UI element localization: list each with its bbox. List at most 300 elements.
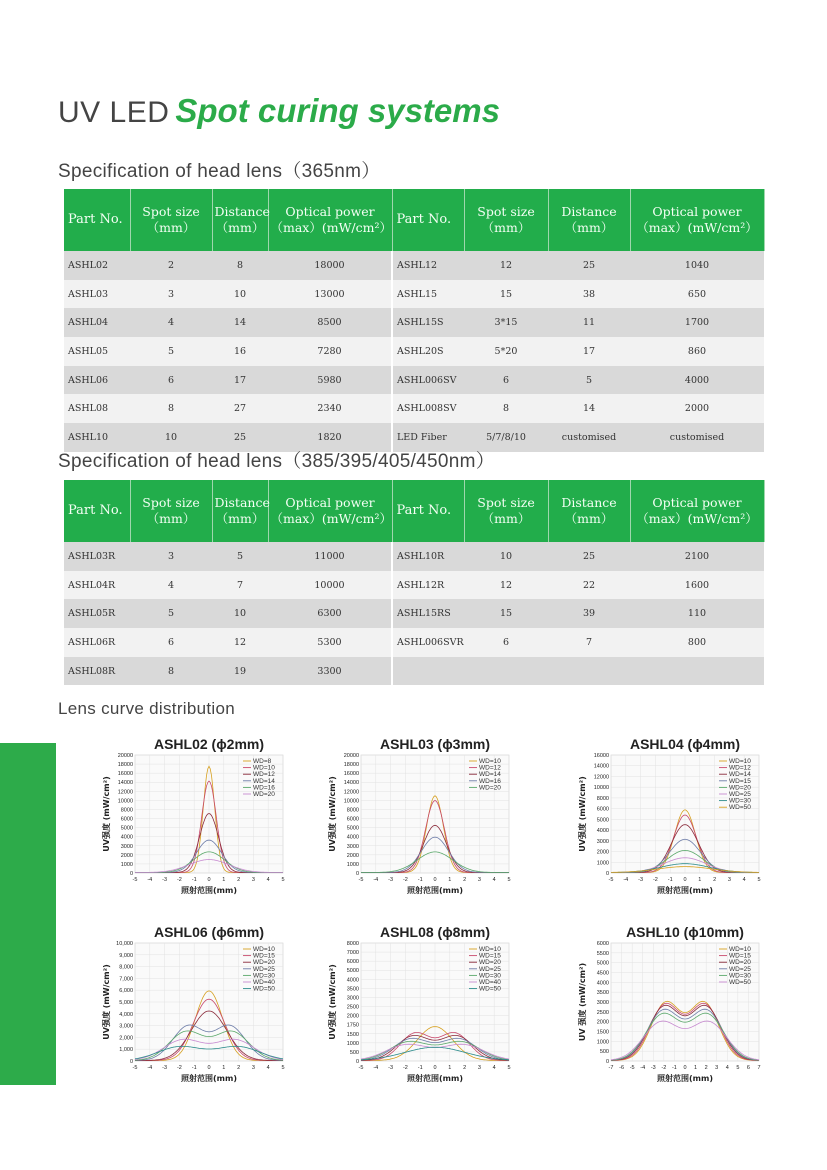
part-number-cell: ASHL06R — [64, 628, 130, 657]
part-number-cell: ASHL10R — [392, 542, 464, 571]
header-text: （max）(mW/cm²） — [270, 511, 393, 526]
y-tick-label: 16000 — [593, 753, 609, 759]
x-tick-label: 2 — [463, 877, 467, 883]
table-cell: 10 — [464, 542, 548, 571]
y-tick-label: 0 — [355, 1059, 359, 1065]
y-tick-label: 3500 — [596, 990, 609, 997]
header-text: Part No. — [68, 503, 123, 518]
y-tick-label: 12000 — [593, 774, 609, 781]
legend-entry: WD=30 — [729, 797, 751, 805]
legend-entry: WD=50 — [479, 985, 501, 993]
x-tick-label: -5 — [358, 1065, 364, 1071]
table1-title: Specification of head lens（365nm） — [58, 161, 381, 182]
y-tick-label: 1000 — [120, 861, 133, 868]
table-row — [64, 657, 764, 686]
y-tick-label: 5,000 — [119, 1000, 133, 1006]
lens-curve-chart — [316, 733, 516, 903]
table-cell: 39 — [548, 599, 630, 628]
part-number-cell: ASHL12R — [392, 571, 464, 600]
legend-entry: WD=12 — [253, 771, 275, 779]
legend-entry: WD=20 — [729, 784, 751, 792]
y-tick-label: 1,000 — [119, 1047, 133, 1054]
x-tick-label: -4 — [373, 877, 379, 883]
column-header — [630, 480, 764, 542]
y-axis-label: UV强度 (mW/cm²) — [328, 776, 337, 852]
header-text: Spot size — [477, 204, 535, 219]
legend-entry: WD=20 — [253, 791, 275, 798]
table-cell: 2 — [130, 251, 212, 280]
table-cell: 19 — [212, 657, 268, 686]
part-number-cell: ASHL04 — [64, 308, 130, 337]
table-cell: 17 — [212, 366, 268, 395]
y-tick-label: 6000 — [596, 806, 609, 813]
legend-entry: WD=30 — [479, 972, 501, 980]
x-axis-label: 照射范围(mm) — [407, 886, 463, 895]
chart-title: ASHL02 (ϕ2mm) — [153, 736, 265, 752]
table-cell: 11 — [548, 308, 630, 337]
x-tick-label: 0 — [683, 1065, 687, 1071]
x-tick-label: -4 — [147, 877, 153, 883]
y-axis-label: UV强度 (mW/cm²) — [102, 964, 111, 1040]
y-tick-label: 16000 — [117, 771, 133, 778]
y-tick-label: 5500 — [596, 950, 609, 957]
y-tick-label: 10000 — [117, 798, 133, 805]
chart-svg — [90, 733, 290, 903]
x-tick-label: -2 — [652, 877, 658, 883]
y-tick-label: 5000 — [120, 825, 133, 832]
header-text: Optical power — [285, 495, 375, 510]
y-tick-label: 3000 — [596, 838, 609, 845]
chart-title: ASHL08 (ϕ8mm) — [379, 924, 491, 940]
part-number-cell: ASHL20S — [392, 337, 464, 366]
part-number-cell: ASHL03 — [64, 280, 130, 309]
table-cell: 860 — [630, 337, 764, 366]
y-tick-label: 3000 — [346, 995, 359, 1002]
x-tick-label: 2 — [713, 877, 717, 883]
legend-entry: WD=15 — [253, 952, 275, 960]
table-cell: 5300 — [268, 628, 392, 657]
y-tick-label: 20000 — [117, 753, 133, 759]
part-number-cell: ASHL05R — [64, 599, 130, 628]
legend-entry: WD=50 — [729, 804, 751, 812]
y-tick-label: 7000 — [346, 950, 359, 957]
table-cell: 15 — [464, 280, 548, 309]
legend-entry: WD=16 — [253, 784, 275, 792]
x-tick-label: -1 — [191, 877, 197, 883]
table-cell: 2000 — [630, 394, 764, 423]
y-tick-label: 12000 — [117, 789, 133, 796]
y-tick-label: 8000 — [596, 795, 609, 802]
y-tick-label: 8000 — [346, 941, 359, 947]
table-cell: 3*15 — [464, 308, 548, 337]
column-header — [392, 189, 464, 251]
title-plain: UV LED — [58, 96, 170, 129]
lens-curve-chart — [316, 921, 516, 1091]
chart-svg — [316, 921, 516, 1091]
y-tick-label: 2500 — [346, 1004, 359, 1011]
legend-entry: WD=20 — [479, 784, 501, 792]
table-cell: 5 — [212, 542, 268, 571]
x-tick-label: -2 — [176, 877, 182, 883]
x-tick-label: 5 — [757, 877, 761, 883]
lens-curve-chart — [90, 921, 290, 1091]
x-tick-label: 1 — [694, 1065, 698, 1071]
header-text: Spot size — [142, 204, 200, 219]
x-tick-label: -5 — [608, 877, 614, 883]
table-cell: 5980 — [268, 366, 392, 395]
table-cell: 6 — [130, 628, 212, 657]
chart-svg — [566, 921, 766, 1091]
table-cell: customised — [548, 423, 630, 452]
table-row — [64, 571, 764, 600]
y-tick-label: 4,000 — [119, 1011, 133, 1018]
table-row — [64, 280, 764, 309]
y-tick-label: 5000 — [346, 968, 359, 975]
x-tick-label: 3 — [727, 877, 731, 883]
table-cell: 5 — [548, 366, 630, 395]
header-text: Part No. — [396, 212, 452, 227]
table-cell: 14 — [548, 394, 630, 423]
y-axis-label: UV强度 (mW/cm²) — [578, 776, 587, 852]
part-number-cell: ASHL008SV — [392, 394, 464, 423]
x-tick-label: 0 — [207, 877, 211, 883]
table-row — [64, 628, 764, 657]
table2-title: Specification of head lens（385/395/405/450nm） — [58, 451, 496, 472]
header-text: （mm） — [146, 220, 196, 235]
y-tick-label: 8,000 — [119, 964, 133, 971]
table-row — [64, 366, 764, 395]
table-cell: 13000 — [268, 280, 392, 309]
table-cell: 5/7/8/10 — [464, 423, 548, 452]
y-axis-label: UV强度 (mW/cm²) — [102, 776, 111, 852]
x-axis-label: 照射范围(mm) — [657, 1074, 713, 1083]
column-header — [464, 189, 548, 251]
header-text: Optical power — [285, 204, 375, 219]
header-text: （max）(mW/cm²） — [636, 220, 758, 235]
y-tick-label: 6000 — [346, 959, 359, 966]
x-tick-label: -5 — [629, 1065, 635, 1071]
column-header — [268, 480, 392, 542]
part-number-cell: ASHL12 — [392, 251, 464, 280]
chart-svg — [90, 921, 290, 1091]
legend-entry: WD=10 — [253, 946, 275, 953]
column-header — [64, 189, 130, 251]
y-tick-label: 14000 — [343, 780, 359, 787]
column-header — [130, 480, 212, 542]
legend-entry: WD=40 — [253, 979, 275, 986]
y-tick-label: 500 — [349, 1049, 359, 1056]
chart-title: ASHL06 (ϕ6mm) — [153, 924, 265, 940]
legend-entry: WD=10 — [479, 946, 501, 953]
x-tick-label: -4 — [640, 1065, 646, 1071]
x-tick-label: -1 — [671, 1065, 677, 1071]
y-tick-label: 4500 — [596, 970, 609, 977]
x-tick-label: 7 — [757, 1065, 761, 1071]
x-axis-label: 照射范围(mm) — [181, 1074, 237, 1083]
y-tick-label: 18000 — [343, 762, 359, 769]
y-tick-label: 8000 — [120, 807, 133, 814]
column-header — [464, 480, 548, 542]
table-row — [64, 542, 764, 571]
y-tick-label: 3000 — [346, 843, 359, 850]
y-tick-label: 2,000 — [119, 1035, 133, 1042]
y-tick-label: 10,000 — [116, 941, 133, 947]
legend-entry: WD=30 — [729, 972, 751, 980]
part-number-cell: LED Fiber — [392, 423, 464, 452]
chart-title: ASHL04 (ϕ4mm) — [629, 736, 741, 752]
spec-table-385-450 — [64, 480, 765, 685]
table-cell: 4 — [130, 571, 212, 600]
y-tick-label: 14000 — [593, 763, 609, 770]
table-cell: 12 — [464, 251, 548, 280]
y-tick-label: 4000 — [596, 980, 609, 987]
table-cell: 16 — [212, 337, 268, 366]
y-tick-label: 20000 — [343, 753, 359, 759]
y-axis-label: UV强度 (mW/cm²) — [328, 964, 337, 1040]
y-tick-label: 2500 — [596, 1009, 609, 1016]
x-tick-label: -3 — [650, 1065, 656, 1071]
part-number-cell: ASHL15RS — [392, 599, 464, 628]
column-header — [268, 189, 392, 251]
x-tick-label: -4 — [373, 1065, 379, 1071]
x-tick-label: 1 — [698, 877, 702, 883]
y-tick-label: 2000 — [596, 1019, 609, 1026]
x-axis-label: 照射范围(mm) — [657, 886, 713, 895]
x-tick-label: -3 — [388, 1065, 394, 1071]
x-tick-label: -2 — [402, 1065, 408, 1071]
lens-curve-chart — [90, 733, 290, 903]
curves-title: Lens curve distribution — [58, 699, 235, 718]
x-tick-label: -1 — [667, 877, 673, 883]
legend-entry: WD=14 — [253, 777, 275, 785]
y-tick-label: 5000 — [346, 825, 359, 832]
x-tick-label: -6 — [619, 1065, 625, 1071]
table-cell: 17 — [548, 337, 630, 366]
table-cell: 8 — [212, 251, 268, 280]
table-cell — [464, 657, 548, 686]
x-tick-label: -2 — [661, 1065, 667, 1071]
y-tick-label: 7,000 — [119, 976, 133, 983]
legend-entry: WD=8 — [253, 758, 272, 765]
x-tick-label: 5 — [507, 877, 511, 883]
x-tick-label: 4 — [492, 1065, 496, 1071]
y-tick-label: 6000 — [596, 941, 609, 947]
table-cell: 10 — [130, 423, 212, 452]
part-number-cell: ASHL03R — [64, 542, 130, 571]
y-axis-label: UV 强度 (mW/cm²) — [578, 962, 587, 1042]
x-tick-label: 4 — [266, 1065, 270, 1071]
table-cell — [630, 657, 764, 686]
x-tick-label: 2 — [463, 1065, 467, 1071]
y-tick-label: 2000 — [596, 849, 609, 856]
y-tick-label: 16000 — [343, 771, 359, 778]
y-tick-label: 0 — [355, 871, 359, 877]
header-text: （mm） — [481, 511, 531, 526]
part-number-cell: ASHL08R — [64, 657, 130, 686]
x-tick-label: 5 — [281, 1065, 285, 1071]
y-tick-label: 1750 — [346, 1022, 359, 1029]
legend-entry: WD=14 — [729, 771, 751, 779]
y-tick-label: 0 — [605, 1059, 609, 1065]
table-cell: 27 — [212, 394, 268, 423]
table-cell: 3300 — [268, 657, 392, 686]
y-tick-label: 0 — [129, 1059, 133, 1065]
table-cell: 4000 — [630, 366, 764, 395]
legend-entry: WD=50 — [729, 979, 751, 986]
y-tick-label: 0 — [129, 871, 133, 877]
legend-entry: WD=12 — [479, 764, 501, 772]
chart-svg — [316, 733, 516, 903]
y-tick-label: 12000 — [343, 789, 359, 796]
table-cell: 10 — [212, 599, 268, 628]
part-number-cell: ASHL10 — [64, 423, 130, 452]
legend-entry: WD=10 — [729, 946, 751, 953]
table-cell: 1600 — [630, 571, 764, 600]
column-header — [548, 480, 630, 542]
part-number-cell: ASHL08 — [64, 394, 130, 423]
column-header — [630, 189, 764, 251]
x-tick-label: 3 — [477, 1065, 481, 1071]
table-row — [64, 394, 764, 423]
header-row — [64, 189, 764, 251]
x-tick-label: -7 — [608, 1065, 614, 1071]
header-text: （mm） — [215, 220, 265, 235]
x-tick-label: 2 — [237, 877, 241, 883]
table-cell: 2340 — [268, 394, 392, 423]
table-cell: 25 — [548, 542, 630, 571]
legend-entry: WD=12 — [729, 764, 751, 772]
x-tick-label: 1 — [448, 877, 452, 883]
side-accent-bar — [0, 743, 56, 1085]
table-cell: 1700 — [630, 308, 764, 337]
x-tick-label: 2 — [704, 1065, 708, 1071]
x-tick-label: 4 — [725, 1065, 729, 1071]
y-tick-label: 1000 — [596, 1039, 609, 1046]
column-header — [130, 189, 212, 251]
legend-entry: WD=50 — [253, 985, 275, 993]
table-cell: 3 — [130, 542, 212, 571]
y-tick-label: 6000 — [120, 816, 133, 823]
header-text: Optical power — [652, 204, 742, 219]
legend-entry: WD=15 — [729, 952, 751, 960]
table-cell: 8 — [464, 394, 548, 423]
table-cell: 5 — [130, 599, 212, 628]
x-tick-label: 1 — [448, 1065, 452, 1071]
legend-entry: WD=25 — [729, 791, 751, 798]
legend-entry: WD=30 — [253, 972, 275, 980]
header-text: （mm） — [146, 511, 196, 526]
legend-entry: WD=15 — [479, 952, 501, 960]
x-tick-label: -1 — [191, 1065, 197, 1071]
x-tick-label: 3 — [477, 877, 481, 883]
y-tick-label: 10000 — [343, 798, 359, 805]
table-cell: customised — [630, 423, 764, 452]
header-text: Distance — [561, 204, 617, 219]
table-cell: 12 — [464, 571, 548, 600]
header-text: （mm） — [564, 511, 614, 526]
table-cell: 22 — [548, 571, 630, 600]
chart-title: ASHL10 (ϕ10mm) — [626, 924, 744, 940]
table-row — [64, 251, 764, 280]
table-cell: 6 — [130, 366, 212, 395]
part-number-cell — [392, 657, 464, 686]
header-text: Distance — [214, 495, 270, 510]
column-header — [64, 480, 130, 542]
part-number-cell: ASHL15S — [392, 308, 464, 337]
y-tick-label: 3500 — [346, 986, 359, 993]
table-cell: 6300 — [268, 599, 392, 628]
y-tick-label: 6000 — [346, 816, 359, 823]
chart-title: ASHL03 (ϕ3mm) — [379, 736, 491, 752]
lens-curve-chart — [566, 733, 766, 903]
lens-curve-chart — [566, 921, 766, 1091]
y-tick-label: 1500 — [346, 1031, 359, 1038]
legend-entry: WD=10 — [729, 758, 751, 765]
table-cell: 1040 — [630, 251, 764, 280]
chart-svg — [566, 733, 766, 903]
header-text: Optical power — [652, 495, 742, 510]
x-tick-label: 1 — [222, 1065, 226, 1071]
page-title — [58, 92, 500, 130]
x-tick-label: 0 — [207, 1065, 211, 1071]
y-tick-label: 4000 — [120, 834, 133, 841]
table-cell: 15 — [464, 599, 548, 628]
table-cell: 7280 — [268, 337, 392, 366]
table-cell: 8500 — [268, 308, 392, 337]
spec-table-365 — [64, 189, 765, 452]
table-row — [64, 599, 764, 628]
legend-entry: WD=10 — [479, 758, 501, 765]
x-tick-label: -3 — [388, 877, 394, 883]
legend-entry: WD=25 — [253, 965, 275, 973]
y-tick-label: 6,000 — [119, 988, 133, 995]
y-tick-label: 4000 — [596, 828, 609, 835]
x-tick-label: 3 — [715, 1065, 719, 1071]
table-cell: 8 — [130, 394, 212, 423]
y-tick-label: 9,000 — [119, 952, 133, 959]
legend-entry: WD=14 — [479, 771, 501, 779]
part-number-cell: ASHL02 — [64, 251, 130, 280]
header-text: Part No. — [68, 212, 123, 227]
table-cell: 18000 — [268, 251, 392, 280]
y-tick-label: 1500 — [596, 1029, 609, 1036]
legend-entry: WD=25 — [729, 965, 751, 973]
y-tick-label: 4000 — [346, 834, 359, 841]
x-tick-label: 4 — [742, 877, 746, 883]
x-tick-label: 5 — [281, 877, 285, 883]
header-text: Distance — [561, 495, 617, 510]
legend-entry: WD=20 — [479, 959, 501, 967]
y-tick-label: 5000 — [596, 817, 609, 824]
header-text: Spot size — [477, 495, 535, 510]
table-cell: 11000 — [268, 542, 392, 571]
table-cell: 5*20 — [464, 337, 548, 366]
table-cell: 8 — [130, 657, 212, 686]
title-accent: Spot curing systems — [175, 92, 500, 129]
x-tick-label: -1 — [417, 877, 423, 883]
y-tick-label: 500 — [599, 1049, 609, 1056]
x-axis-label: 照射范围(mm) — [407, 1074, 463, 1083]
table-cell: 14 — [212, 308, 268, 337]
legend-entry: WD=20 — [253, 959, 275, 967]
x-tick-label: 0 — [683, 877, 687, 883]
y-tick-label: 0 — [605, 871, 609, 877]
legend-entry: WD=25 — [479, 965, 501, 973]
header-text: Spot size — [142, 495, 200, 510]
y-tick-label: 18000 — [117, 762, 133, 769]
part-number-cell: ASHL006SV — [392, 366, 464, 395]
column-header — [212, 480, 268, 542]
